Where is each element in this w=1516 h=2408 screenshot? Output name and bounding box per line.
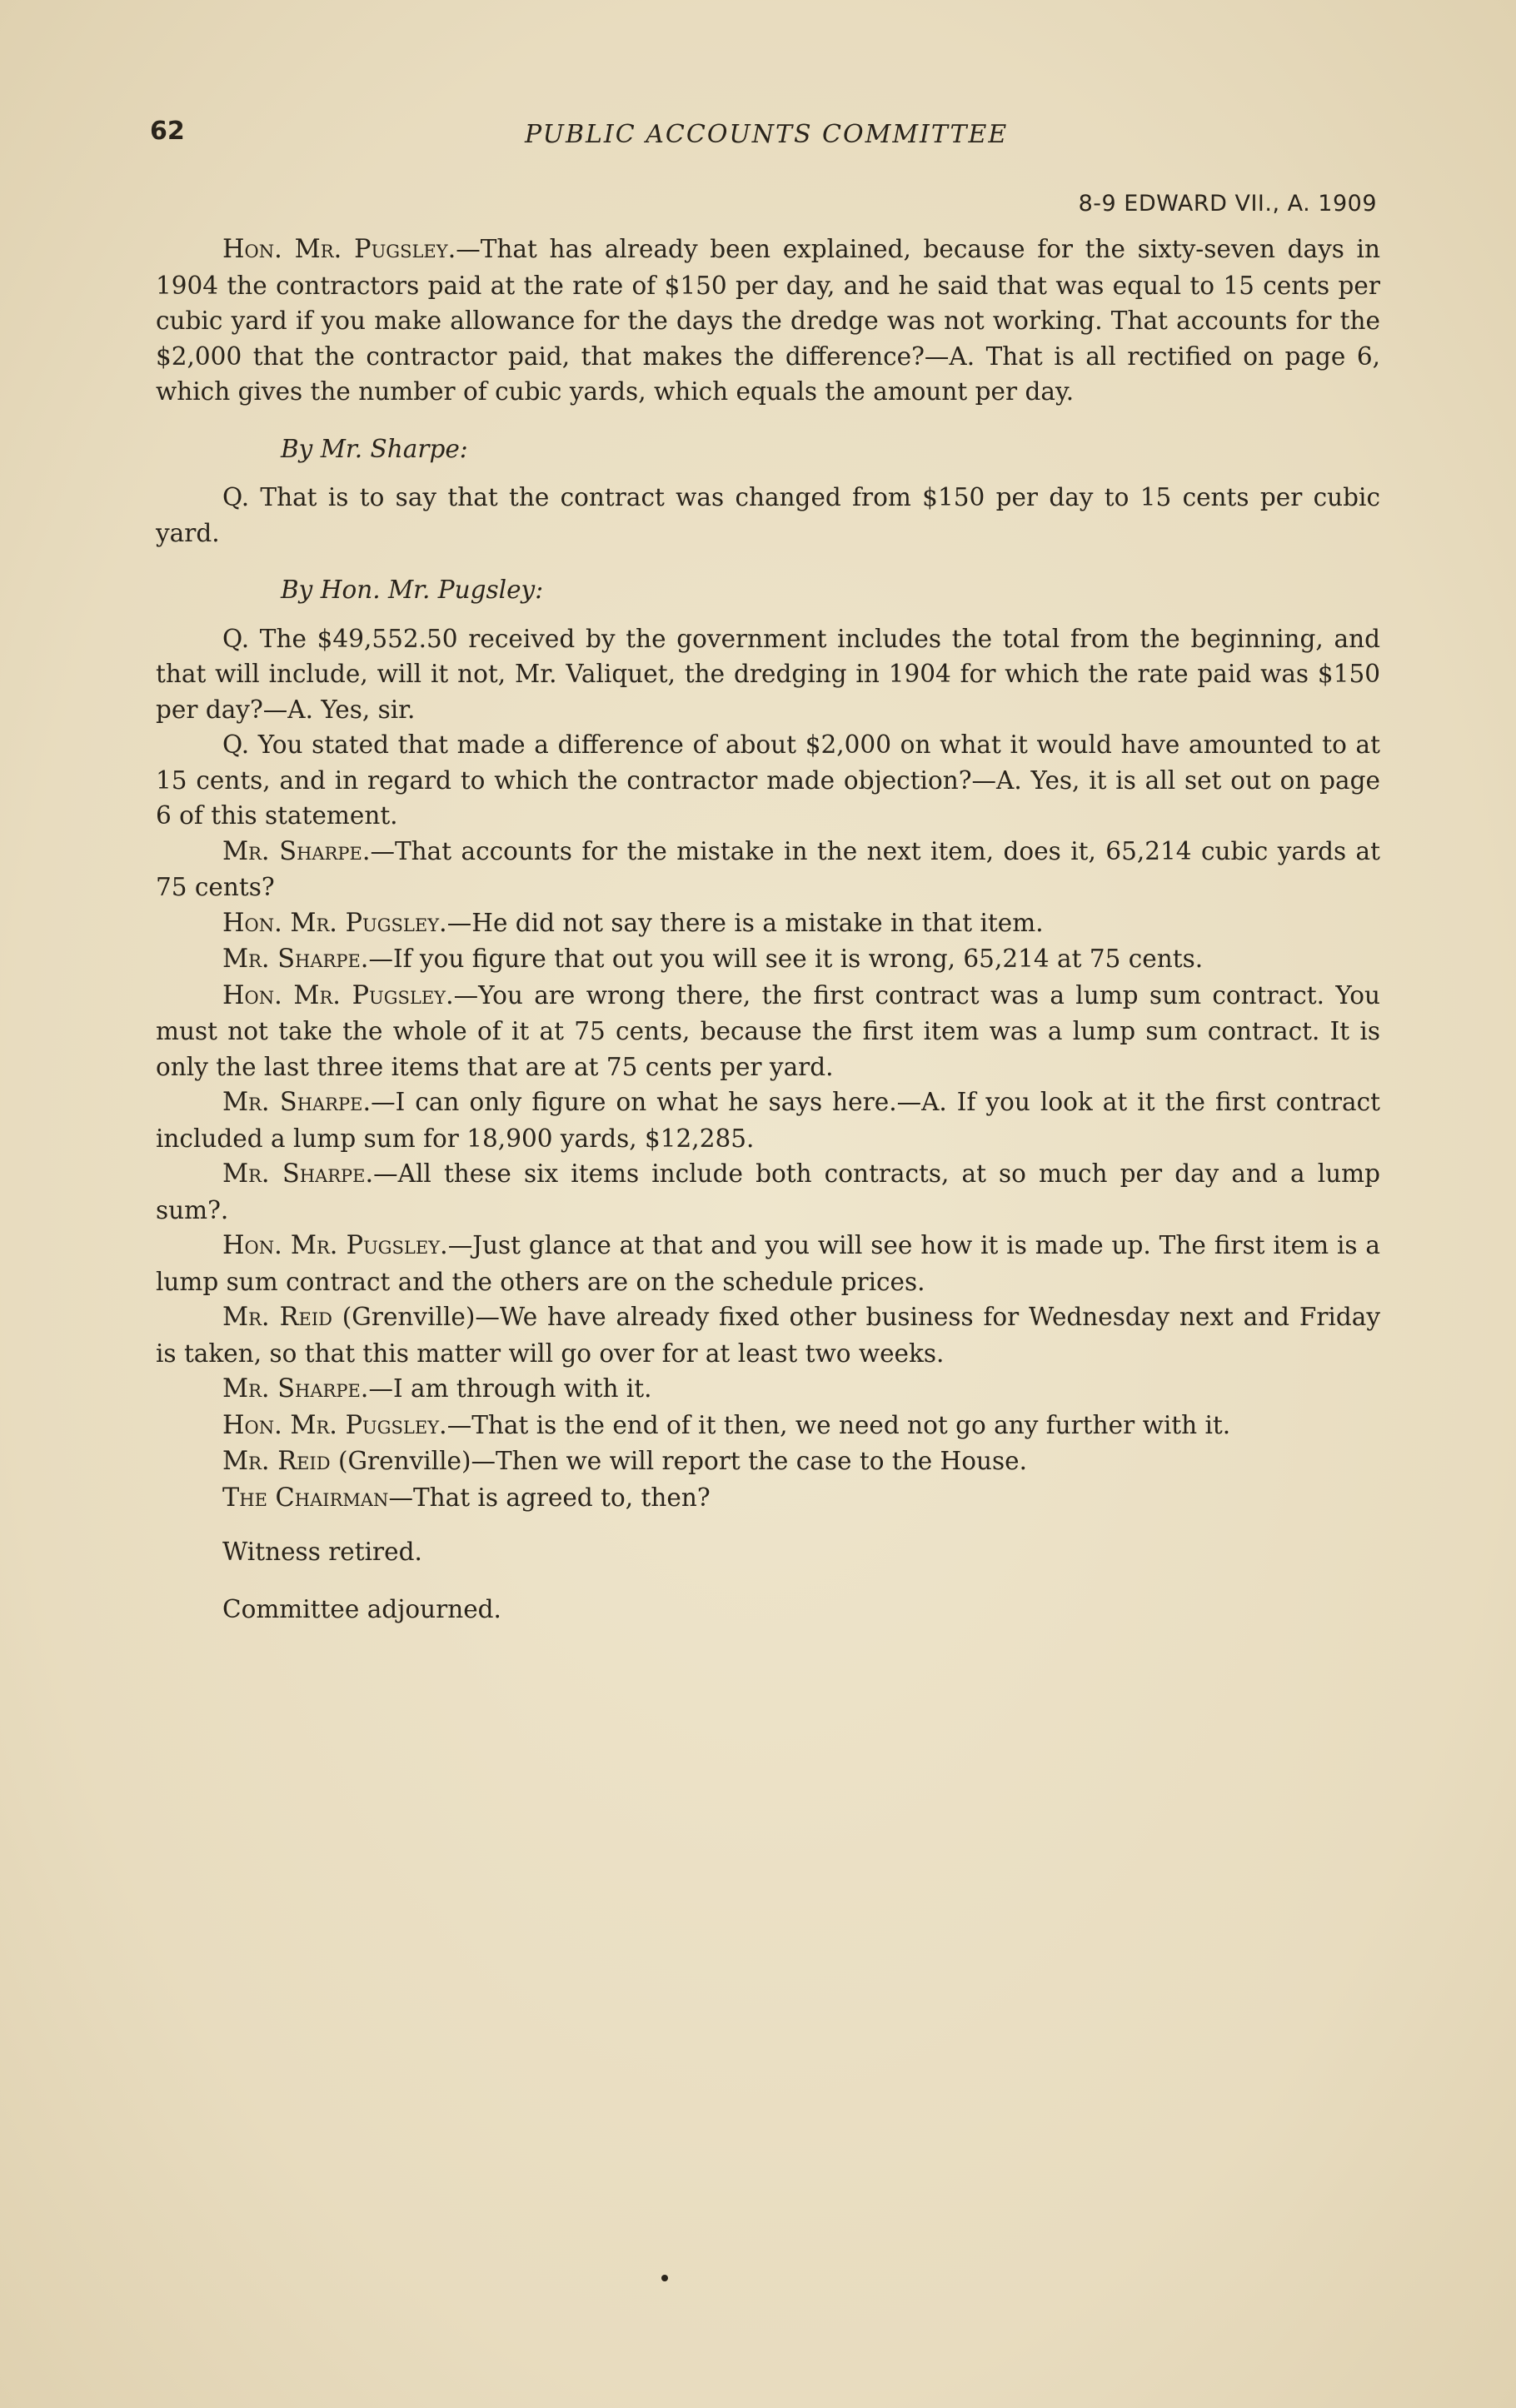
paragraph-text: —I am through with it. [368,1374,652,1403]
speaker-name: Mr. Sharpe. [222,945,369,974]
paragraph [156,1480,1380,1517]
paragraph [156,1228,1380,1299]
examiner-heading: By Mr. Sharpe: [281,434,468,463]
running-title: PUBLIC ACCOUNTS COMMITTEE [525,120,1009,149]
session-reference: 8-9 EDWARD VII., A. 1909 [1078,191,1377,217]
speaker-name: Hon. Mr. Pugsley. [222,235,456,264]
speaker-name: Mr. Sharpe. [222,1088,372,1117]
paragraph-text: —That is the end of it then, we need not go any further with it. [446,1410,1231,1439]
paragraph-text: —Just glance at that and you will see how it is made up. The first item is a lump sum contract and the others are on the schedule prices. [156,1231,1380,1296]
paragraph [156,232,1380,410]
paragraph-text: —If you figure that out you will see it is wrong, 65,214 at 75 cents. [368,945,1204,973]
paragraph: Q. The $49,552.50 received by the government includes the total from the beginning, and that will include, will it not, Mr. Valiquet, the dredging in 1904 for which the rate paid was $150 per day?—A. Yes, sir. [156,624,1380,724]
paragraph [156,1084,1380,1156]
closing-note: Committee adjourned. [222,1594,501,1623]
closing-note: Witness retired. [222,1538,422,1566]
speaker-name: Mr. Reid [222,1303,332,1332]
paragraph-text: —He did not say there is a mistake in that item. [446,908,1044,937]
paragraph-text: —You are wrong there, the first contract was a lump sum contract. You must not take the whole of it at 75 cents, because the first item was a lump sum contract. It is only the last three items that are at 75 cents per yard. [156,980,1380,1081]
paragraph [156,1299,1380,1371]
page-mark [661,2275,668,2281]
paragraph-text: —That has already been explained, because for the sixty-seven days in 1904 the contractors paid at the rate of $150 per day, and he said that was equal to 15 cents per cubic yard if you make allowance for the days the dredge was not working. That accounts for the $2,000 that the contractor paid, that makes the difference?—A. That is all rectified on page 6, which gives the number of cubic yards, which equals the amount per day. [156,235,1380,406]
paragraph-text: —That accounts for the mistake in the next item, does it, 65,214 cubic yards at 75 cents? [156,836,1380,901]
speaker-name: Mr. Reid [222,1447,331,1476]
paragraph: Q. You stated that made a difference of about $2,000 on what it would have amounted to at 15 cents, and in regard to which the contractor made objection?—A. Yes, it is all set out on page 6 of this statement. [156,730,1380,830]
speaker-name: Hon. Mr. Pugsley. [222,1410,447,1440]
speaker-name: Hon. Mr. Pugsley. [222,1231,448,1260]
paragraph [156,978,1380,1085]
paragraph [156,905,1380,942]
examiner-heading: By Hon. Mr. Pugsley: [281,576,544,604]
speaker-name: Hon. Mr. Pugsley. [222,980,454,1010]
paragraph-text: (Grenville)—We have already fixed other business for Wednesday next and Friday is taken, so that this matter will go over for at least two weeks. [156,1303,1380,1368]
paragraph [156,1408,1380,1444]
paragraph-text: —That is agreed to, then? [388,1483,711,1512]
speaker-name: Mr. Sharpe. [222,836,371,866]
paragraph-text: —All these six items include both contracts, at so much per day and a lump sum?. [156,1159,1380,1224]
speaker-name: Mr. Sharpe. [222,1159,374,1189]
paragraph [156,1156,1380,1228]
paragraph-text: (Grenville)—Then we will report the case to the House. [330,1447,1027,1475]
speaker-name: Hon. Mr. Pugsley. [222,908,447,938]
paragraph: Q. That is to say that the contract was changed from $150 per day to 15 cents per cubic yard. [156,483,1380,547]
paragraph-text: —I can only figure on what he says here.—A. If you look at it the first contract included a lump sum for 18,900 yards, $12,285. [156,1088,1380,1153]
paragraph [156,1371,1380,1408]
transcript-body [156,232,1380,1627]
page-number: 62 [150,117,185,146]
paragraph [156,941,1380,978]
speaker-name: The Chairman [222,1483,389,1513]
paragraph [156,1443,1380,1480]
speaker-name: Mr. Sharpe. [222,1374,369,1403]
paragraph [156,834,1380,905]
